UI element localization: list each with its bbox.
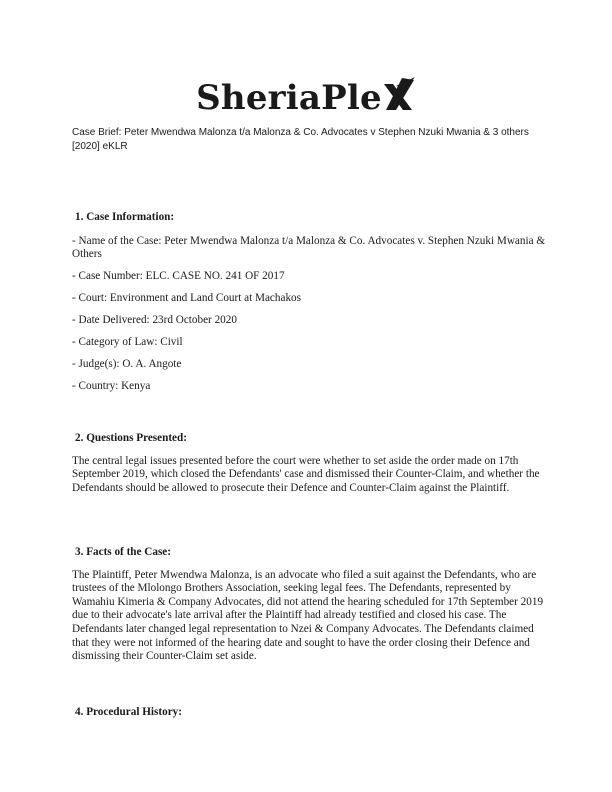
- questions-presented-text: The central legal issues presented before the court were whether to set aside the order made on 17th September 2019, which closed the Defendants' case and dismissed their Counter-Claim, and whether the Defendants should be allowed to prosecute their Defence and Counter-Claim against the Plaintiff.: [72, 454, 540, 494]
- procedural-history-heading: 4. Procedural History:: [75, 706, 182, 718]
- info-item-date: - Date Delivered: 23rd October 2020: [72, 314, 237, 327]
- facts-section: [72, 546, 546, 664]
- info-item-number: - Case Number: ELC. CASE NO. 241 OF 2017: [72, 270, 285, 283]
- questions-presented-heading: 2. Questions Presented:: [75, 432, 187, 444]
- facts-text: The Plaintiff, Peter Mwendwa Malonza, is an advocate who filed a suit against the Defendants, who are trustees of the Mlolongo Brothers Association, seeking legal fees. The Defendants, represented by Wamahiu Kimeria & Company Advocates, did not attend the hearing scheduled for 17th September 2019 due to their advocate's late arrival after the Plaintiff had already testified and closed his case. The Defendants later changed legal representation to Nzei & Company Advocates. The Defendants claimed that they were not informed of the hearing date and sought to have the order closing their Defence and dismissing their Counter-Claim set aside.: [72, 568, 544, 663]
- logo-wordmark: SheriaPle: [196, 78, 382, 118]
- case-brief-title: Case Brief: Peter Mwendwa Malonza t/a Malonza & Co. Advocates v Stephen Nzuki Mwania & 3 others [2020] eKLR: [72, 127, 529, 152]
- x-mark-icon: [382, 76, 416, 114]
- case-information-heading: 1. Case Information:: [75, 211, 175, 223]
- case-information-section: [72, 211, 546, 394]
- questions-presented-section: [72, 432, 546, 495]
- info-item-judges: - Judge(s): O. A. Angote: [72, 358, 182, 371]
- facts-heading: 3. Facts of the Case:: [75, 546, 172, 558]
- info-item-court: - Court: Environment and Land Court at Machakos: [72, 292, 301, 305]
- sheriaplex-logo: [0, 76, 612, 120]
- info-item-category: - Category of Law: Civil: [72, 336, 183, 349]
- info-item-country: - Country: Kenya: [72, 380, 151, 393]
- info-item-name: - Name of the Case: Peter Mwendwa Malonza t/a Malonza & Co. Advocates v. Stephen Nzuki Mwania & Others: [72, 234, 546, 261]
- procedural-history-section: [72, 706, 546, 720]
